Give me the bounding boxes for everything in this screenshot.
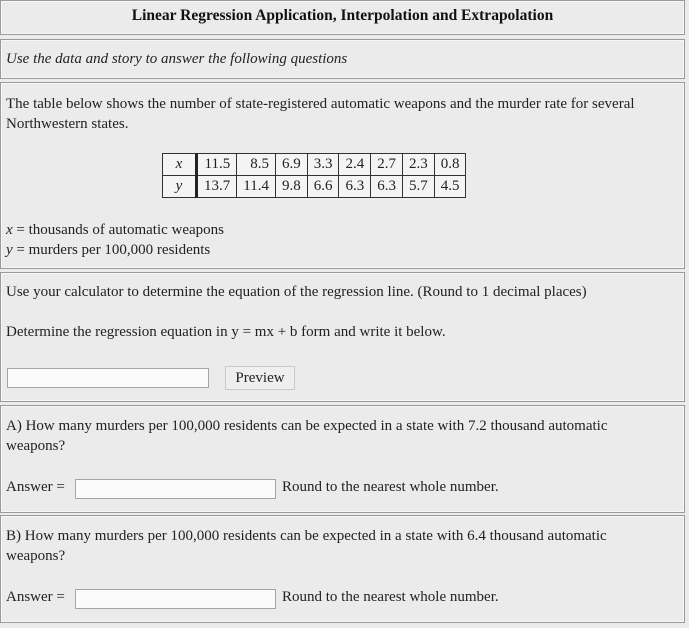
legend-x-var: x (6, 222, 13, 238)
table-cell: 6.9 (275, 154, 307, 176)
table-cell: 11.5 (197, 154, 237, 176)
instructions-text: Use the data and story to answer the following questions (6, 51, 348, 67)
row-header-x: x (163, 154, 197, 176)
row-header-y: y (163, 176, 197, 198)
equation-prompt-1: Use your calculator to determine the equation of the regression line. (Round to 1 decimal places) (6, 284, 587, 300)
legend-y-desc: = murders per 100,000 residents (12, 242, 211, 258)
instructions-panel (0, 39, 685, 79)
answer-b-hint: Round to the nearest whole number. (282, 589, 499, 605)
page-title: Linear Regression Application, Interpolation and Extrapolation (131, 7, 554, 24)
table-cell: 8.5 (237, 154, 276, 176)
equation-prompt-2: Determine the regression equation in y = mx + b form and write it below. (6, 324, 446, 340)
answer-b-input[interactable] (75, 589, 276, 609)
legend-x (6, 220, 224, 240)
legend-y-var: y (6, 242, 13, 258)
data-table (162, 153, 466, 198)
table-cell: 6.3 (371, 176, 403, 198)
equation-panel (0, 272, 685, 402)
story-text: The table below shows the number of state-registered automatic weapons and the murder rate for several Northwestern states. (6, 96, 635, 132)
table-cell: 0.8 (434, 154, 466, 176)
table-cell: 13.7 (197, 176, 237, 198)
table-cell: 5.7 (402, 176, 434, 198)
answer-a-label: Answer = (6, 479, 65, 495)
table-cell: 3.3 (307, 154, 339, 176)
table-cell: 9.8 (275, 176, 307, 198)
table-cell: 11.4 (237, 176, 276, 198)
answer-a-input[interactable] (75, 479, 276, 499)
question-b-panel (0, 515, 685, 623)
question-b-text: B) How many murders per 100,000 residents can be expected in a state with 6.4 thousand automatic weapons? (6, 528, 607, 564)
table-row-x (163, 154, 466, 176)
title-panel (0, 0, 685, 35)
variable-legend (6, 220, 224, 260)
table-cell: 2.3 (402, 154, 434, 176)
answer-a-hint: Round to the nearest whole number. (282, 479, 499, 495)
preview-button[interactable]: Preview (225, 366, 295, 390)
question-a-text: A) How many murders per 100,000 residents can be expected in a state with 7.2 thousand automatic weapons? (6, 418, 608, 454)
equation-input[interactable] (7, 368, 209, 388)
table-cell: 4.5 (434, 176, 466, 198)
answer-b-label: Answer = (6, 589, 65, 605)
legend-x-desc: = thousands of automatic weapons (12, 222, 225, 238)
legend-y (6, 240, 224, 260)
table-cell: 6.6 (307, 176, 339, 198)
table-cell: 6.3 (339, 176, 371, 198)
table-cell: 2.7 (371, 154, 403, 176)
table-row-y (163, 176, 466, 198)
table-cell: 2.4 (339, 154, 371, 176)
question-a-panel (0, 405, 685, 513)
